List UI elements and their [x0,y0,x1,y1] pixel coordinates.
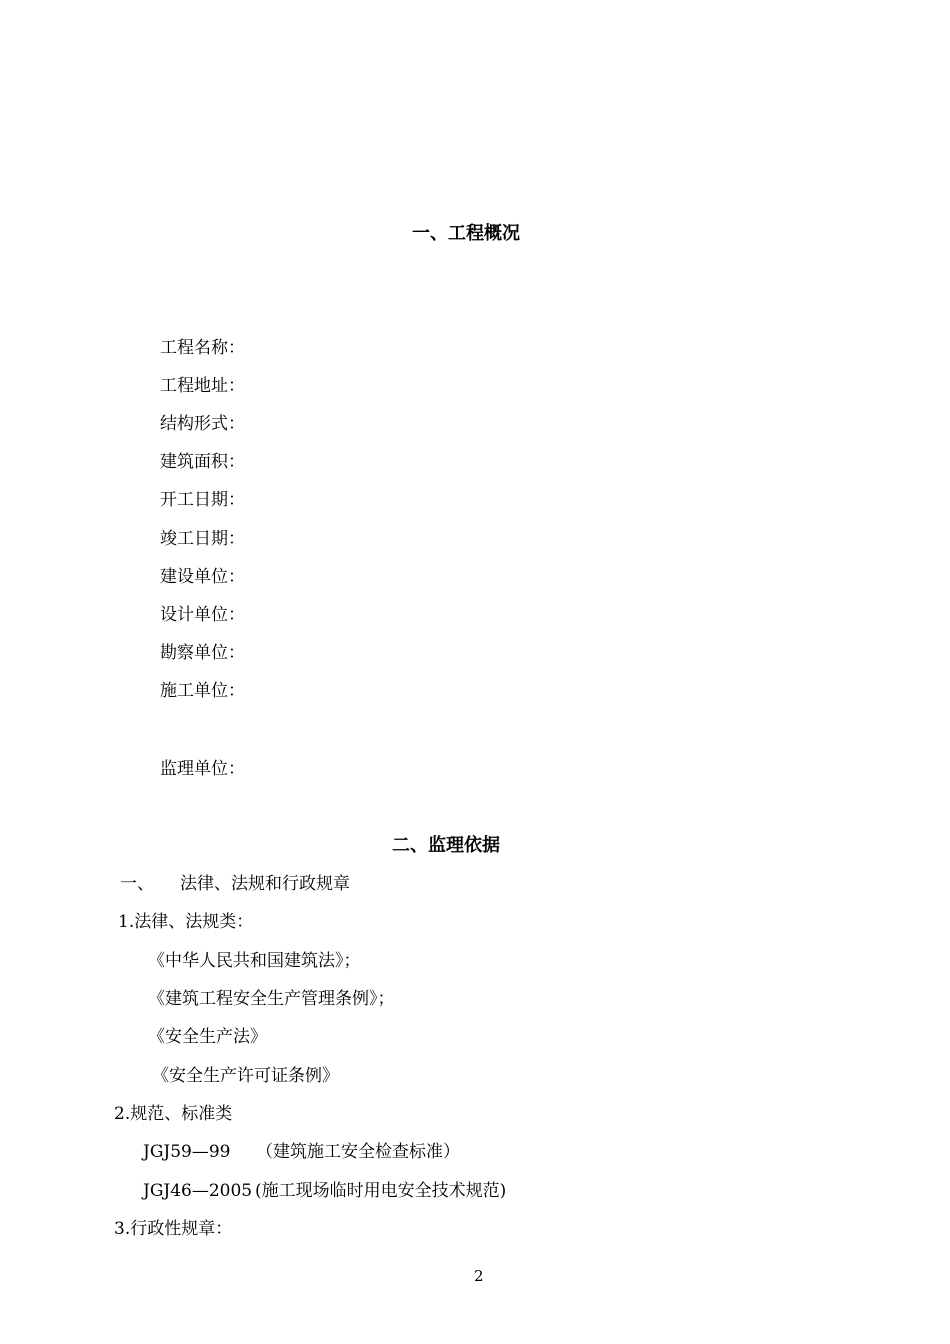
law-item: 《安全生产法》 [148,1027,267,1047]
subsection-title: 法律、法规和行政规章 [180,874,350,894]
field-owner-unit: 建设单位： [160,567,245,587]
law-item: 《安全生产许可证条例》 [152,1066,339,1086]
section-title-basis: 二、监理依据 [392,835,500,856]
law-item: 《中华人民共和国建筑法》； [148,951,361,971]
field-building-area: 建筑面积： [160,452,245,472]
standard-code: JGJ46—2005 [143,1181,253,1201]
field-start-date: 开工日期： [160,490,245,510]
standard-name: (施工现场临时用电安全技术规范) [255,1181,507,1201]
subsection-number: 一、 [120,874,154,894]
field-structure-type: 结构形式： [160,414,245,434]
standard-name: （建筑施工安全检查标准） [256,1142,460,1162]
field-construction-unit: 施工单位： [160,681,245,701]
field-project-name: 工程名称： [160,338,245,358]
laws-heading: 1.法律、法规类： [118,912,254,932]
field-supervision-unit: 监理单位： [160,759,245,779]
admin-rules-heading: 3.行政性规章： [114,1219,233,1239]
section-title-overview: 一、工程概况 [412,223,520,244]
field-design-unit: 设计单位： [160,605,245,625]
standards-heading: 2.规范、标准类 [114,1104,233,1124]
page-number: 2 [474,1267,484,1285]
field-project-address: 工程地址： [160,376,245,396]
field-survey-unit: 勘察单位： [160,643,245,663]
field-completion-date: 竣工日期： [160,529,245,549]
standard-code: JGJ59—99 [143,1142,231,1162]
law-item: 《建筑工程安全生产管理条例》； [148,989,395,1009]
